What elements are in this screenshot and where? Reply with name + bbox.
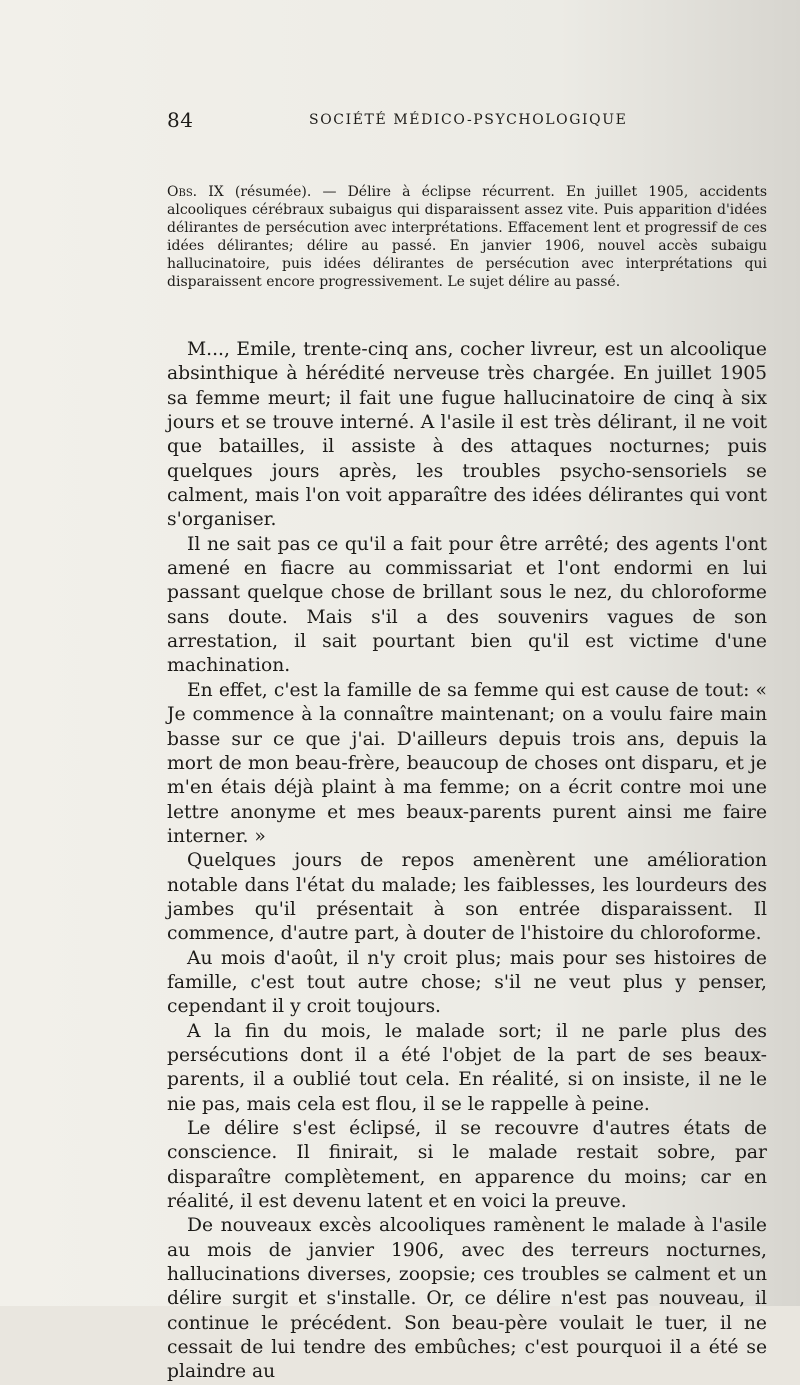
abstract-text: (résumée). — Délire à éclipse récurrent. En juillet 1905, accidents alcooliques cérébraux subaigus qui disparaissent assez vite. Puis apparition d'idées délirantes de persécution avec interprétations. Effacement lent et progressif de ces idées délirantes; délire au passé. En janvier 1906, nouvel accès subaigu hallucinatoire, puis idées délirantes de persécution avec interprétations qui disparaissent encore progressivement. Le sujet délire au passé. (167, 184, 768, 290)
paragraph: Au mois d'août, il n'y croit plus; mais pour ses histoires de famille, c'est tout autre chose; s'il ne veut plus y penser, cependant il y croit toujours. (167, 947, 767, 1018)
body-text (167, 338, 767, 1385)
paragraph: Le délire s'est éclipsé, il se recouvre d'autres états de conscience. Il finirait, si le malade restait sobre, par disparaître complètement, en apparence du moins; car en réalité, il est devenu latent et en voici la preuve. (167, 1118, 767, 1213)
page-header (167, 108, 767, 138)
paragraph: M..., Emile, trente-cinq ans, cocher livreur, est un alcoolique absinthique à hérédité nerveuse très chargée. En juillet 1905 sa femme meurt; il fait une fugue hallucinatoire de cinq à six jours et se trouve interné. A l'asile il est très délirant, il ne voit que batailles, il assiste à des attaques nocturnes; puis quelques jours après, les troubles psycho-sensoriels se calment, mais l'on voit apparaître des idées délirantes qui vont s'organiser. (167, 339, 767, 531)
observation-abstract (167, 183, 767, 291)
page-number: 84 (167, 108, 194, 132)
paragraph: En effet, c'est la famille de sa femme qui est cause de tout: « Je commence à la connaître maintenant; on a voulu faire main basse sur ce que j'ai. D'ailleurs depuis trois ans, depuis la mort de mon beau-frère, beaucoup de choses ont disparu, et je m'en étais déjà plaint à ma femme; on a écrit contre moi une lettre anonyme et mes beaux-parents purent ainsi me faire interner. » (167, 679, 767, 847)
paragraph: Il ne sait pas ce qu'il a fait pour être arrêté; des agents l'ont amené en fiacre au commissariat et l'ont endormi en lui passant quelque chose de brillant sous le nez, du chloroforme sans doute. Mais s'il a des souvenirs vagues de son arrestation, il sait pourtant bien qu'il est victime d'une machination. (167, 533, 767, 677)
running-head: SOCIÉTÉ MÉDICO-PSYCHOLOGIQUE (309, 112, 628, 128)
paragraph: A la fin du mois, le malade sort; il ne parle plus des persécutions dont il a été l'objet de la part de ses beaux-parents, il a oublié tout cela. En réalité, si on insiste, il ne le nie pas, mais cela est flou, il se le rappelle à peine. (167, 1020, 767, 1115)
observation-label: Obs. IX (167, 184, 224, 200)
paragraph: Quelques jours de repos amenèrent une amélioration notable dans l'état du malade; les faiblesses, les lourdeurs des jambes qu'il présentait à son entrée disparaissent. Il commence, d'autre part, à douter de l'histoire du chloroforme. (167, 850, 767, 945)
paragraph: De nouveaux excès alcooliques ramènent le malade à l'asile au mois de janvier 1906, avec des terreurs nocturnes, hallucinations diverses, zoopsie; ces troubles se calment et un délire surgit et s'installe. Or, ce délire n'est pas nouveau, il continue le précédent. Son beau-père voulait le tuer, il ne cessait de lui tendre des embûches; c'est pourquoi il a été se plaindre au (167, 1215, 767, 1383)
